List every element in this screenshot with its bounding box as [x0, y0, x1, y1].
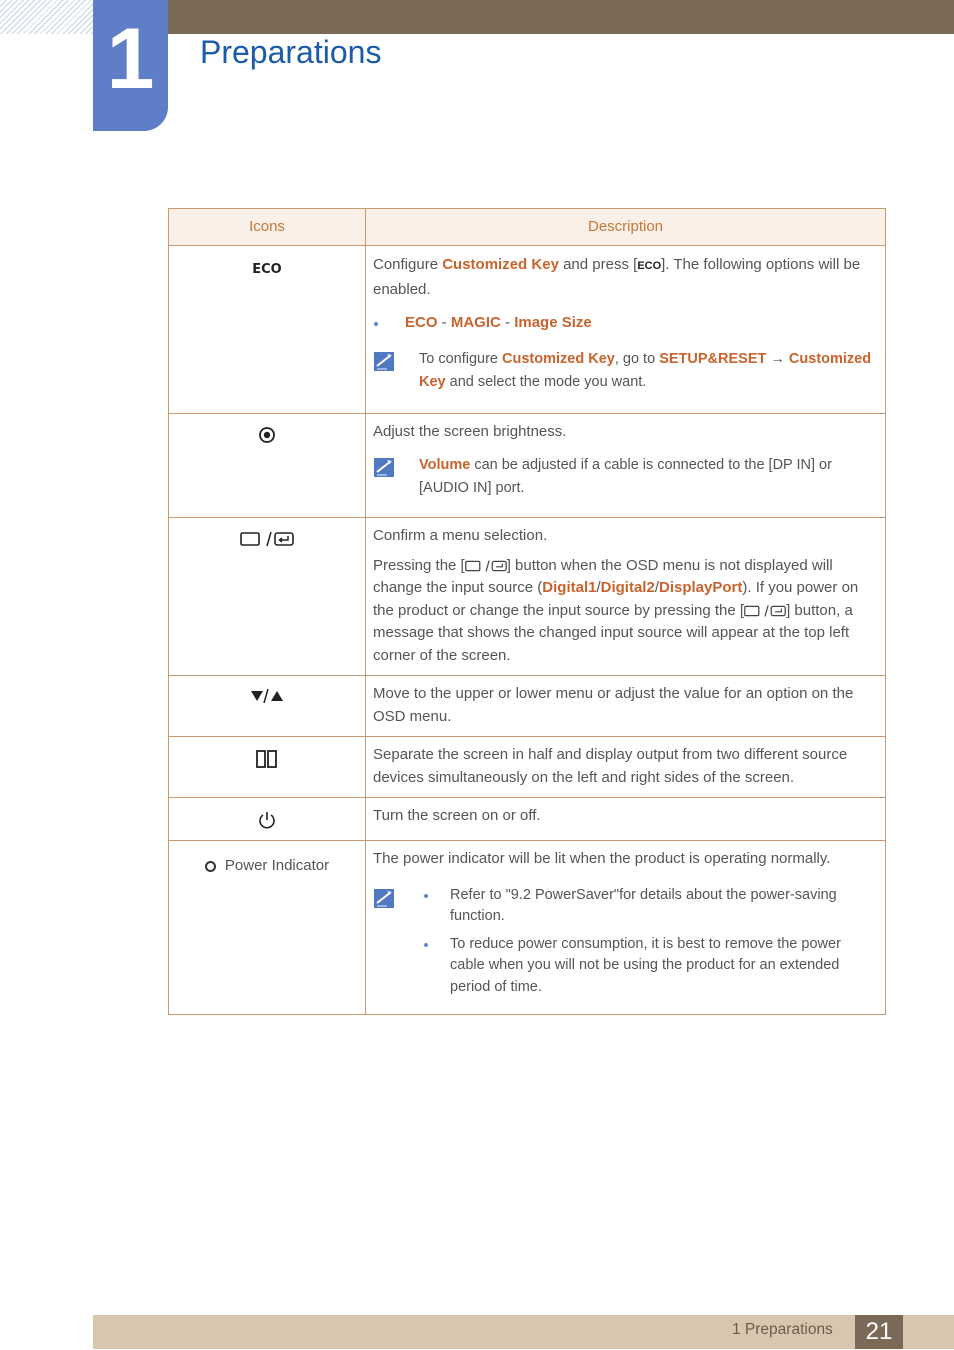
icon-cell: [169, 246, 366, 414]
note-icon: [373, 348, 419, 394]
source-enter-inline-icon: [744, 603, 786, 619]
buttons-table: [168, 208, 886, 1015]
power-indicator-label: Power Indicator: [205, 855, 329, 878]
icon-cell: [169, 841, 366, 1015]
note-block: [373, 454, 877, 500]
chapter-number-tab: 1: [93, 0, 168, 131]
icon-cell: [169, 518, 366, 676]
power-icon: [258, 817, 276, 834]
note-text: Volume can be adjusted if a cable is connected to the [DP IN] or [AUDIO IN] port.: [419, 456, 832, 496]
column-header-description: Description: [366, 209, 886, 246]
icon-cell: [169, 676, 366, 737]
column-header-icons: Icons: [169, 209, 366, 246]
eco-inline-icon: ECO: [637, 260, 662, 272]
eco-description: Configure Customized Key and press [ECO]. The following options will be enabled.: [373, 256, 861, 298]
note-icon: [373, 885, 419, 1005]
table-row: [169, 798, 886, 841]
table-row: [169, 676, 886, 737]
enter-description-2: Pressing the [ ] button when the OSD menu is not displayed will change the input source (Digital1/Digital2/DisplayPort). If you power on the product or change the input source by pressing the [ ] button, a message that shows the changed input source will appear at the top left corner of the screen.: [373, 556, 859, 664]
brightness-description: Adjust the screen brightness.: [373, 423, 567, 440]
table-row: [169, 737, 886, 798]
note-text: To configure Customized Key, go to SETUP&RESET → Customized Key and select the mode you want.: [419, 350, 872, 390]
power-indicator-icon: [205, 861, 216, 872]
page-number: 21: [855, 1315, 903, 1349]
brightness-icon: [258, 431, 276, 448]
corner-hatch: [0, 0, 93, 34]
note-bullets: [419, 885, 877, 1005]
description-cell: Separate the screen in half and display output from two different source devices simultaneously on the left and right sides of the screen.: [366, 737, 886, 798]
source-enter-inline-icon: [465, 558, 507, 574]
description-cell: Move to the upper or lower menu or adjust the value for an option on the OSD menu.: [366, 676, 886, 737]
table-row: [169, 518, 886, 676]
note-block: [373, 348, 877, 394]
icon-cell: [169, 737, 366, 798]
description-cell: [366, 841, 886, 1015]
source-enter-icon: [240, 535, 294, 552]
header-bar: [168, 0, 954, 34]
icon-cell: [169, 414, 366, 518]
table-row: [169, 246, 886, 414]
description-cell: Turn the screen on or off.: [366, 798, 886, 841]
table-row: [169, 414, 886, 518]
list-item: Refer to "9.2 PowerSaver"for details about the power-saving function.: [419, 885, 877, 928]
description-cell: [366, 246, 886, 414]
indicator-description: The power indicator will be lit when the product is operating normally.: [373, 850, 831, 867]
icon-cell: [169, 798, 366, 841]
note-icon: [373, 454, 419, 500]
split-screen-icon: [256, 756, 278, 773]
eco-icon: ECO: [252, 262, 282, 277]
description-cell: [366, 414, 886, 518]
page-title: Preparations: [200, 34, 382, 70]
description-cell: [366, 518, 886, 676]
table-row: [169, 841, 886, 1015]
note-block: [373, 885, 877, 1005]
footer-chapter-label: 1 Preparations: [732, 1321, 833, 1338]
enter-description-1: Confirm a menu selection.: [373, 527, 548, 544]
down-up-icon: [249, 691, 285, 708]
eco-options: ECO - MAGIC - Image Size: [373, 312, 877, 335]
list-item: To reduce power consumption, it is best to remove the power cable when you will not be using the product for an extended period of time.: [419, 934, 877, 999]
table-header-row: [169, 209, 886, 246]
